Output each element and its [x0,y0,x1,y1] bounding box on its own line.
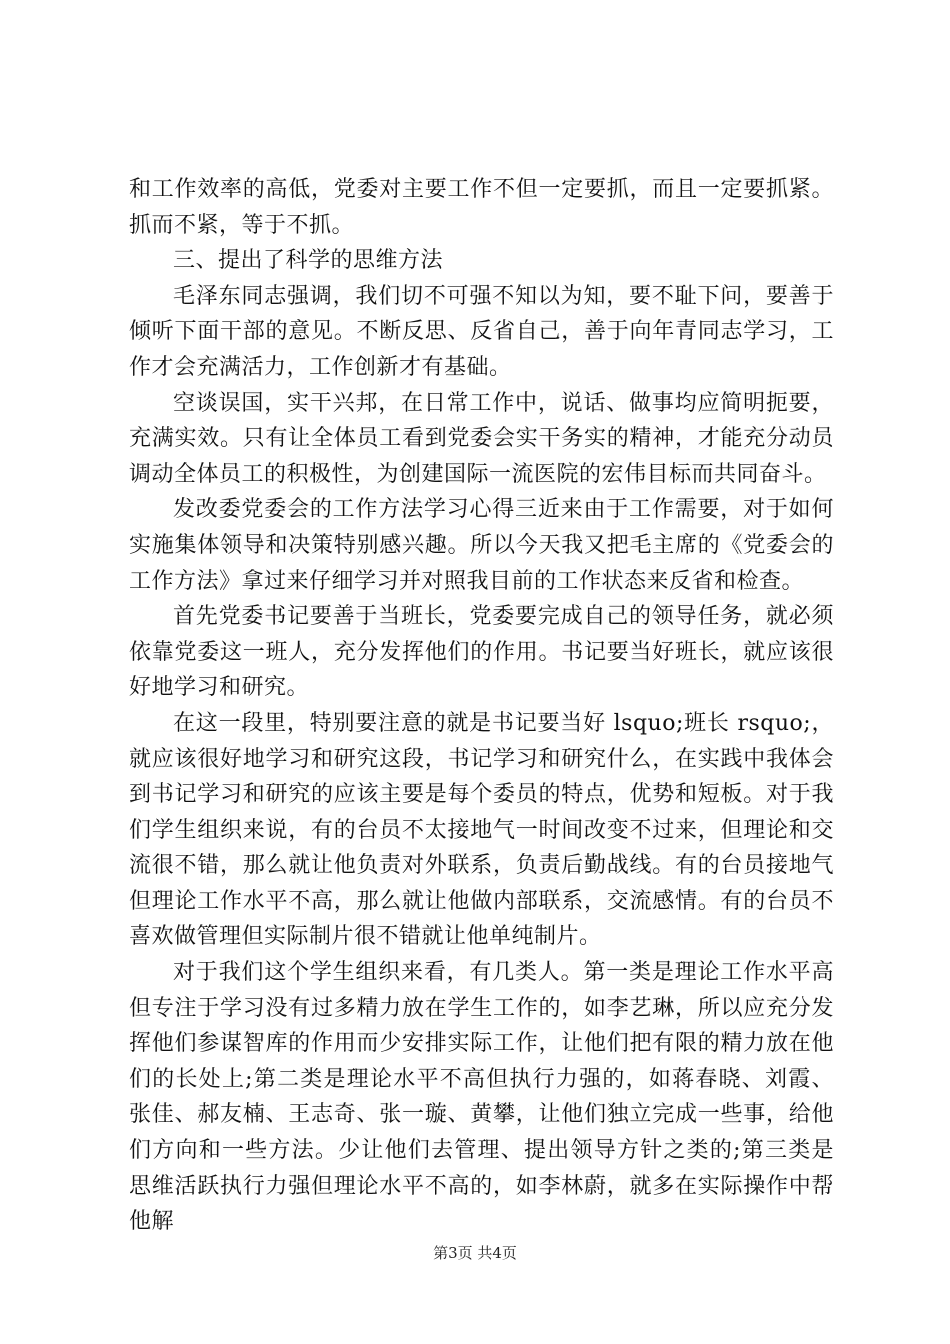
paragraph: 空谈误国，实干兴邦，在日常工作中，说话、做事均应简明扼要，充满实效。只有让全体员工看到党委会实干务实的精神，才能充分动员调动全体员工的积极性，为创建国际一流医院的宏伟目标而共同奋斗。 [129,390,834,487]
paragraph: 首先党委书记要善于当班长，党委要完成自己的领导任务，就必须依靠党委这一班人，充分发挥他们的作用。书记要当好班长，就应该很好地学习和研究。 [129,604,834,701]
paragraph: 发改委党委会的工作方法学习心得三近来由于工作需要，对于如何实施集体领导和决策特别感兴趣。所以今天我又把毛主席的《党委会的工作方法》拿过来仔细学习并对照我目前的工作状态来反省和检查。 [129,497,834,594]
paragraph-continuation: 和工作效率的高低，党委对主要工作不但一定要抓，而且一定要抓紧。抓而不紧，等于不抓。 [129,177,834,238]
paragraph: 对于我们这个学生组织来看，有几类人。第一类是理论工作水平高但专注于学习没有过多精力放在学生工作的，如李艺琳，所以应充分发挥他们参谋智库的作用而少安排实际工作，让他们把有限的精力放在他们的长处上;第二类是理论水平不高但执行力强的，如蒋春晓、刘霞、张佳、郝友楠、王志奇、张一璇、黄攀，让他们独立完成一些事，给他们方向和一些方法。少让他们去管理、提出领导方针之类的;第三类是思维活跃执行力强但理论水平不高的，如李林蔚，就多在实际操作中帮他解 [129,960,834,1235]
document-body [129,172,834,1240]
paragraph: 在这一段里，特别要注意的就是书记要当好 lsquo;班长 rsquo;，就应该很好地学习和研究这段，书记学习和研究什么，在实践中我体会到书记学习和研究的应该主要是每个委员的特点，优势和短板。对于我们学生组织来说，有的台员不太接地气一时间改变不过来，但理论和交流很不错，那么就让他负责对外联系，负责后勤战线。有的台员接地气但理论工作水平不高，那么就让他做内部联系，交流感情。有的台员不喜欢做管理但实际制片很不错就让他单纯制片。 [129,710,834,950]
section-heading: 三、提出了科学的思维方法 [173,248,444,274]
page-number-footer: 第3页 共4页 [433,1244,517,1262]
paragraph: 毛泽东同志强调，我们切不可强不知以为知，要不耻下问，要善于倾听下面干部的意见。不断反思、反省自己，善于向年青同志学习，工作才会充满活力，工作创新才有基础。 [129,283,834,380]
